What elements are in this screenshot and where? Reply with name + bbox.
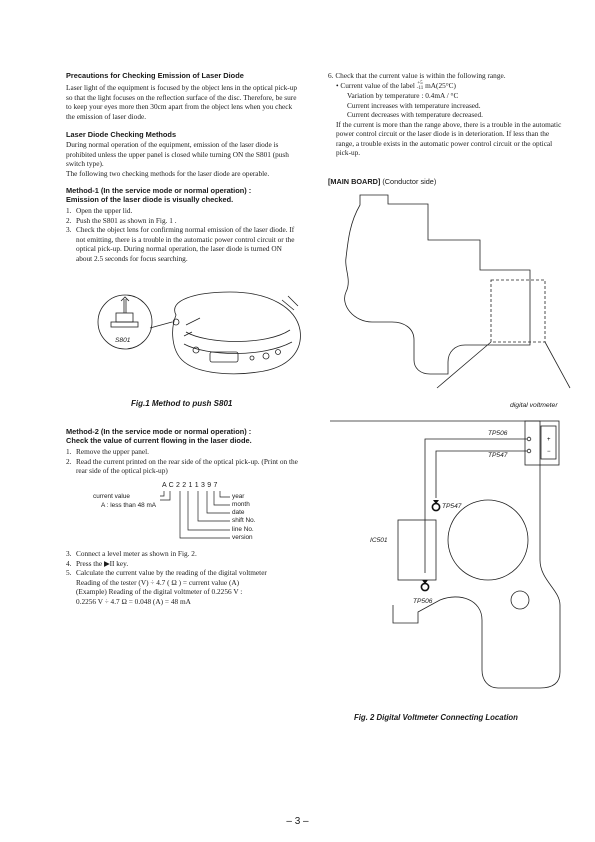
method2-subtitle: Check the value of current flowing in the laser diode. xyxy=(66,436,252,445)
voltmeter-label: digital voltmeter xyxy=(510,402,558,409)
method1-title: Method-1 (In the service mode or normal operation) : xyxy=(66,186,252,195)
fig1-caption: Fig.1 Method to push S801 xyxy=(131,399,233,408)
minus-terminal: − xyxy=(547,449,551,455)
method1-subtitle: Emission of the laser diode is visually checked. xyxy=(66,195,234,204)
tp506-top-label: TP506 xyxy=(488,430,508,437)
label-year: year xyxy=(232,493,245,500)
small-circle xyxy=(511,591,529,609)
ic501-label: IC501 xyxy=(370,537,388,544)
checking-methods-body2: The following two checking methods for the laser diode are operable. xyxy=(66,168,270,178)
step6-increase: Current increases with temperature increased. xyxy=(347,100,481,110)
pickup-label-code: A C 2 2 1 1 3 9 7 xyxy=(162,482,218,489)
method2-title: Method-2 (In the service mode or normal operation) : xyxy=(66,427,252,436)
list-item: 5. Calculate the current value by the reading of the digital voltmeter xyxy=(66,568,267,578)
step6-note: If the current is more than the range above, there is a trouble in the automatic power control circuit or the laser diode is in deterioration. If less than the range, a trouble exists in the automatic power control circuit or the optical pick-up. xyxy=(336,119,562,158)
step6-variation: Variation by temperature : 0.4mA / °C xyxy=(347,90,459,100)
calc-line-2: (Example) Reading of the digital voltmeter of 0.2256 V : xyxy=(76,587,243,597)
calc-line-3: 0.2256 V ÷ 4.7 Ω = 0.048 (A) = 48 mA xyxy=(76,596,191,606)
fig2-caption: Fig. 2 Digital Voltmeter Connecting Location xyxy=(354,713,518,722)
wire-tp547 xyxy=(436,451,527,498)
list-item: 4. Press the ▶II key. xyxy=(66,558,129,568)
list-item: 2. Read the current printed on the rear side of the optical pick-up. (Print on the rear side of the optical pick-up) xyxy=(66,456,298,476)
label-date: date xyxy=(232,509,245,516)
label-version: version xyxy=(232,534,253,541)
label-line-no: line No. xyxy=(232,526,254,533)
checking-methods-title: Laser Diode Checking Methods xyxy=(66,130,177,139)
voltmeter-box xyxy=(525,421,559,465)
list-item: 1. Remove the upper panel. xyxy=(66,447,149,456)
label-current-value: current value xyxy=(93,493,130,500)
label-month: month xyxy=(232,501,250,508)
tp506-bottom-label: TP506 xyxy=(413,598,433,605)
page-number: – 3 – xyxy=(286,816,309,827)
motor-circle xyxy=(448,500,528,580)
step6-line: 6. Check that the current value is within the following range. xyxy=(328,71,506,80)
tp506-point xyxy=(421,583,428,590)
precautions-title: Precautions for Checking Emission of Laser Diode xyxy=(66,71,244,80)
ic501-outline xyxy=(398,520,436,580)
tp547-label: TP547 xyxy=(442,503,462,510)
main-board-subtitle: (Conductor side) xyxy=(382,177,437,186)
tp547-top-label: TP547 xyxy=(488,452,508,459)
main-board-title: [MAIN BOARD] xyxy=(328,177,381,186)
label-current-limit: A : less than 48 mA xyxy=(101,502,157,509)
calc-line-1: Reading of the tester (V) ÷ 4.7 ( Ω ) = current value (A) xyxy=(76,577,240,587)
plus-terminal: + xyxy=(547,437,551,443)
fig1-switch-label: S801 xyxy=(115,337,131,344)
step6-bullet: • Current value of the label +5 -11 mA(25°C) xyxy=(336,80,456,91)
step6-decrease: Current decreases with temperature decreased. xyxy=(347,110,483,120)
checking-methods-body: During normal operation of the equipment, emission of the laser diode is prohibited unless the upper panel is closed while turning ON the S801 (push switch type). xyxy=(66,140,289,169)
wire-tp506 xyxy=(425,439,527,573)
list-item: 3. Check the object lens for confirming normal emission of the laser diode. If not emitting, there is a trouble in the automatic power control circuit or the optical pick-up. During normal operation, the laser diode is turned ON about 2.5 seconds for focus searching. xyxy=(66,225,295,263)
tp547-point xyxy=(432,503,439,510)
label-shift-no: shift No. xyxy=(232,517,256,524)
list-item: 2. Push the S801 as shown in Fig. 1 . xyxy=(66,215,177,225)
list-item: 3. Connect a level meter as shown in Fig. 2. xyxy=(66,549,197,558)
precautions-body: Laser light of the equipment is focused by the object lens in the optical pick-up so that the light focuses on the reflection surface of the disc. Therefore, be sure to keep your eyes more then 30cm apart from the object lens when you check the emission of laser diode. xyxy=(66,83,298,121)
list-item: 1. Open the upper lid. xyxy=(66,206,133,215)
